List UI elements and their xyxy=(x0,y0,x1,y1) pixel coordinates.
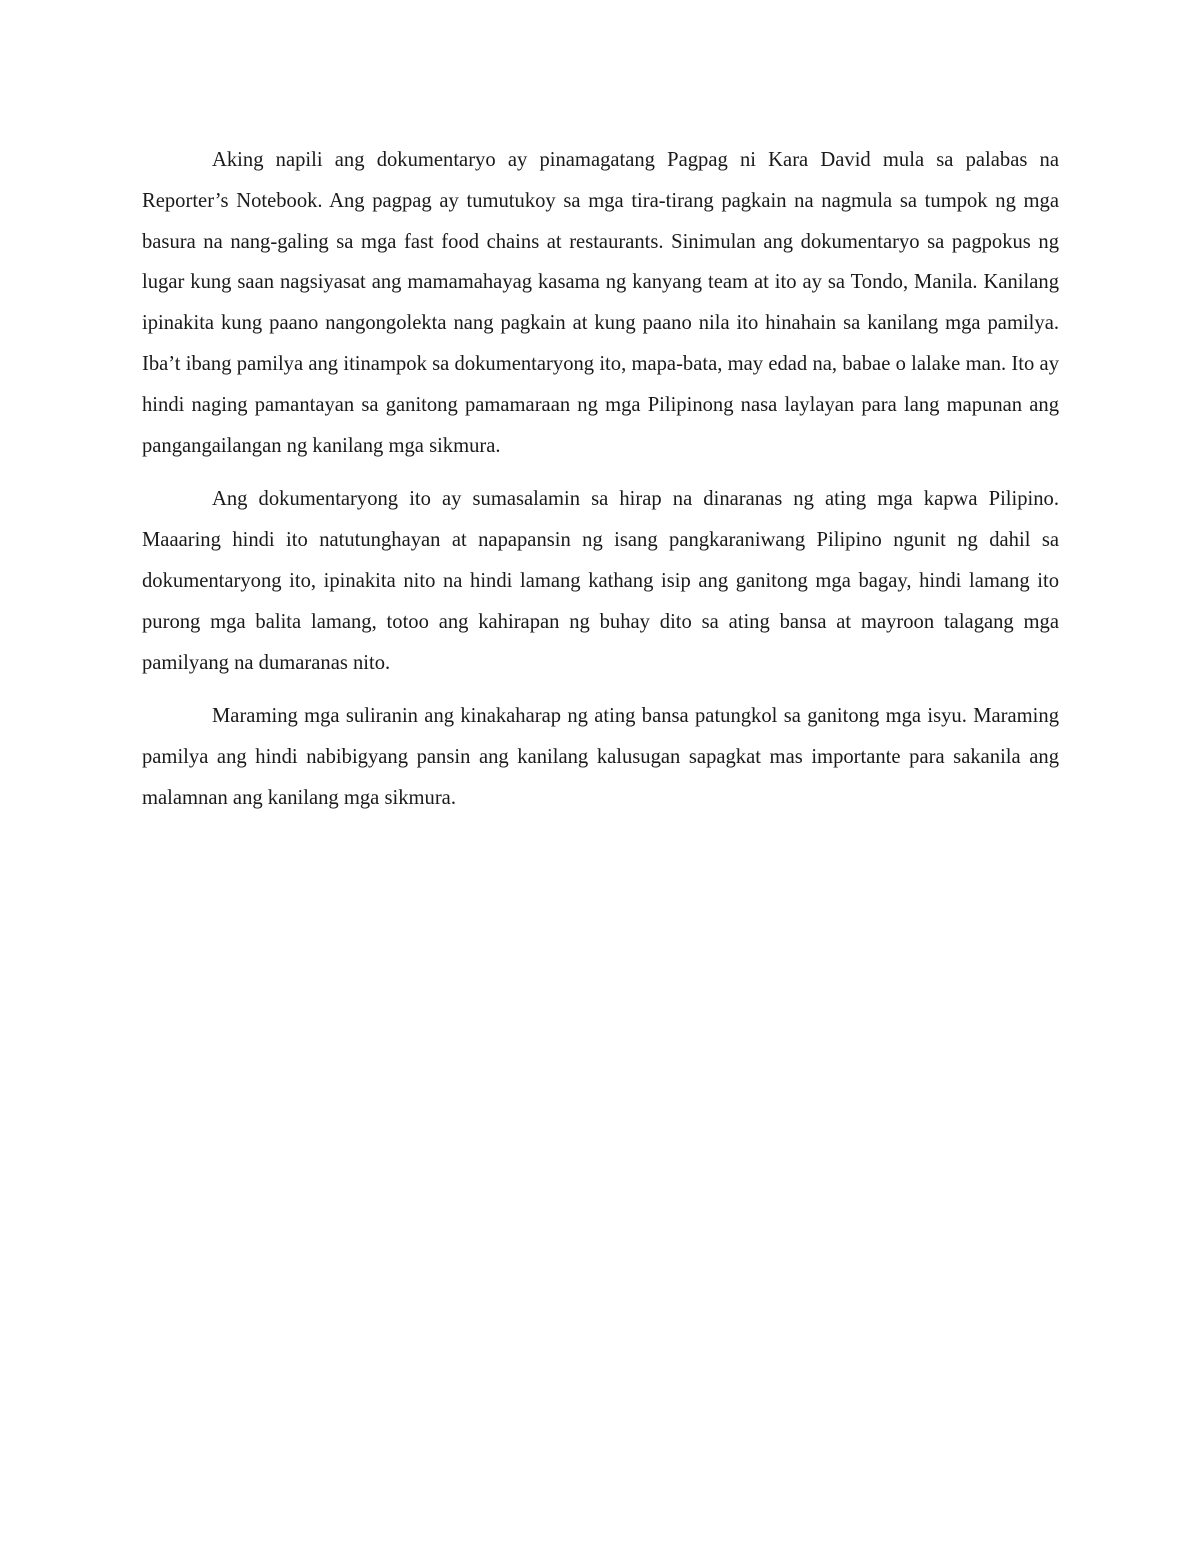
document-body xyxy=(142,140,1059,832)
paragraph-2: Ang dokumentaryong ito ay sumasalamin sa hirap na dinaranas ng ating mga kapwa Pilipino. Maaaring hindi ito natutunghayan at napapansin ng isang pangkaraniwang Pilipino ngunit ng dahil sa dokumentaryong ito, ipinakita nito na hindi lamang kathang isip ang ganitong mga bagay, hindi lamang ito purong mga balita lamang, totoo ang kahirapan ng buhay dito sa ating bansa at mayroon talagang mga pamilyang na dumaranas nito. xyxy=(142,488,1059,674)
paragraph-1: Aking napili ang dokumentaryo ay pinamagatang Pagpag ni Kara David mula sa palabas na Reporter’s Notebook. Ang pagpag ay tumutukoy sa mga tira-tirang pagkain na nagmula sa tumpok ng mga basura na nang-galing sa mga fast food chains at restaurants. Sinimulan ang dokumentaryo sa pagpokus ng lugar kung saan nagsiyasat ang mamamahayag kasama ng kanyang team at ito ay sa Tondo, Manila. Kanilang ipinakita kung paano nangongolekta nang pagkain at kung paano nila ito hinahain sa kanilang mga pamilya. Iba’t ibang pamilya ang itinampok sa dokumentaryong ito, mapa-bata, may edad na, babae o lalake man. Ito ay hindi naging pamantayan sa ganitong pamamaraan ng mga Pilipinong nasa laylayan para lang mapunan ang pangangailangan ng kanilang mga sikmura. xyxy=(142,149,1059,457)
paragraph-3: Maraming mga suliranin ang kinakaharap ng ating bansa patungkol sa ganitong mga isyu. Maraming pamilya ang hindi nabibigyang pansin ang kanilang kalusugan sapagkat mas importante para sakanila ang malamnan ang kanilang mga sikmura. xyxy=(142,705,1059,809)
